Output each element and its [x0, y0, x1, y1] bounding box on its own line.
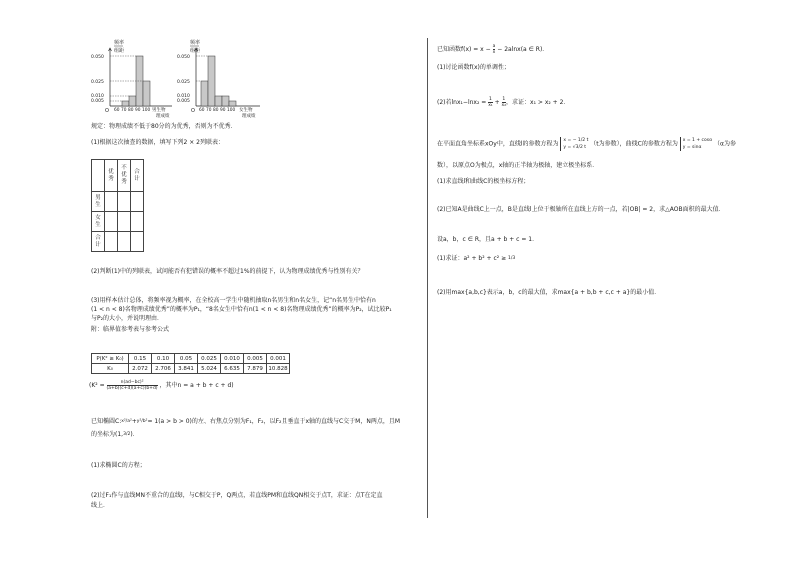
- svg-text:0.050: 0.050: [177, 55, 190, 60]
- ellipse-question-2-line1: (2)过F₁作与直线MN不重合的直线l，与C相交于P，Q两点，若直线PM和直线QN相交于点T，求证：点T在定直: [91, 492, 383, 499]
- row-female: 女生: [92, 212, 105, 232]
- chi-square-formula: (K² = $\frac{\text{n(ad−bc)²}}{(a+b)(c+d)(a+c)(b+d)}$ ，其中n = a + b + c + d): [89, 380, 234, 391]
- svg-text:O: O: [105, 108, 109, 114]
- svg-text:90: 90: [135, 108, 141, 113]
- polar-question-1: (1)求直线l和曲线C的极坐标方程；: [437, 178, 530, 185]
- rule-text: 规定：物理成绩不低于80分的为优秀，否则为不优秀．: [91, 123, 237, 130]
- ellipse-question-1: (1)求椭圆C的方程；: [91, 462, 146, 469]
- contingency-table: [91, 159, 144, 252]
- svg-text:理成绩: 理成绩: [242, 114, 256, 118]
- hist2-ylabel-bottom: 组距: [190, 48, 201, 54]
- svg-text:0.025: 0.025: [91, 80, 104, 85]
- svg-text:70: 70: [121, 108, 127, 113]
- svg-text:0.005: 0.005: [177, 99, 190, 104]
- function-intro: 已知函数f(x) = x − $\frac{a}{x}$ − 2alnx(a ∈ R)．: [437, 44, 549, 55]
- hist1-ylabel-top: 频率: [114, 40, 125, 46]
- hist1-ylabel-bottom: 组距: [114, 48, 125, 54]
- svg-text:100: 100: [142, 108, 151, 113]
- ellipse-problem-line2: 的坐标为(1, 3/2 )．: [91, 431, 139, 438]
- ellipse-question-2-line2: 线上．: [91, 502, 110, 509]
- function-question-1: (1)讨论函数f(x)的单调性；: [437, 64, 510, 71]
- svg-text:0.050: 0.050: [91, 55, 104, 60]
- svg-text:0.005: 0.005: [91, 99, 104, 104]
- svg-text:O: O: [191, 108, 195, 114]
- question-3-line2: (1 < n < 8)名物理成绩优秀”的概率为P₁，“8名女生中恰有n(1 < n < 8)名物理成绩优秀”的概率为P₂，试比较P₁: [91, 306, 392, 313]
- column-divider: [427, 38, 428, 518]
- polar-intro: 在平面直角坐标系xOy中，直线l的参数方程为 x = − 1/2 t y = √3/2 t （t为参数），曲线C的参数方程为 x = 1 + cosα y = sinα （α为参: [437, 138, 736, 150]
- inequality-question-1: (1)求证：a² + b² + c² ≥ 1/3: [437, 255, 516, 262]
- inequality-question-2: (2)用max{a,b,c}表示a，b，c的最大值，求max{a + b,b + c,c + a}的最小值．: [437, 289, 661, 296]
- inequality-intro: 设a，b，c ∈ R，且a + b + c = 1．: [437, 236, 539, 243]
- header-excellent: 优秀: [105, 160, 118, 192]
- function-question-2: (2)若lnx₁−lnx₂ = $\frac{1}{\text{x₁}}$ + $\frac{1}{\text{x₂}}$ ，求证：x₁ > x₂ + 2．: [437, 97, 570, 108]
- male-histogram: [86, 36, 176, 118]
- svg-text:70: 70: [206, 108, 212, 113]
- ellipse-problem-line1: 已知椭圆C: x²/a² + y²/b² = 1(a > b > 0)的左、右焦点分别为F₁，F₂，以F₂且垂直于x轴的直线与C交于M，N两点，且M: [91, 418, 401, 425]
- svg-text:100: 100: [227, 108, 236, 113]
- svg-text:0.010: 0.010: [91, 94, 104, 99]
- polar-question-2: (2)已知A是曲线C上一点，B是直线l上位于极轴所在直线上方的一点，若|OB| = 2，求△AOB面积的最大值．: [437, 206, 725, 213]
- svg-text:60: 60: [114, 108, 120, 113]
- svg-text:0.010: 0.010: [177, 94, 190, 99]
- reference-title: 附：临界值参考表与参考公式: [91, 326, 170, 333]
- polar-intro-line2: 数），以原点O为极点，x轴的正半轴为极轴，建立极坐标系．: [437, 162, 599, 169]
- svg-text:男生物: 男生物: [152, 108, 166, 113]
- question-3-line1: (3)用样本估计总体，将频率视为概率，在全校高一学生中随机抽取n名男生和n名女生，记“n名男生中恰有n: [91, 297, 376, 304]
- svg-text:90: 90: [220, 108, 226, 113]
- critical-value-table: P(K² ≥ K₀) 0.15 0.10 0.05 0.025 0.010 0.005 0.001 K₀ 2.072 2.706 3.841 5.024 6.635 7.879 10.828: [91, 353, 290, 374]
- svg-text:0.025: 0.025: [177, 80, 190, 85]
- question-2: (2)判断(1)中的列联表，试问能否有犯错误的概率不超过1%的前提下，认为物理成绩优秀与性别有关？: [91, 268, 364, 275]
- header-not-excellent: 不优秀: [118, 160, 131, 192]
- svg-text:80: 80: [128, 108, 134, 113]
- row-total: 合计: [92, 232, 105, 252]
- row-male: 男生: [92, 192, 105, 212]
- hist2-ylabel-top: 频率: [190, 40, 201, 46]
- svg-text:80: 80: [213, 108, 219, 113]
- female-histogram: [176, 36, 266, 118]
- svg-text:女生物: 女生物: [239, 108, 253, 113]
- header-total: 合计: [131, 160, 144, 192]
- svg-text:60: 60: [199, 108, 205, 113]
- svg-text:理成绩: 理成绩: [156, 114, 170, 118]
- question-3-line3: 与P₂的大小，并说明理由．: [91, 315, 164, 322]
- question-1: (1)根据这次抽查的数据，填写下列2 × 2列联表：: [91, 139, 224, 146]
